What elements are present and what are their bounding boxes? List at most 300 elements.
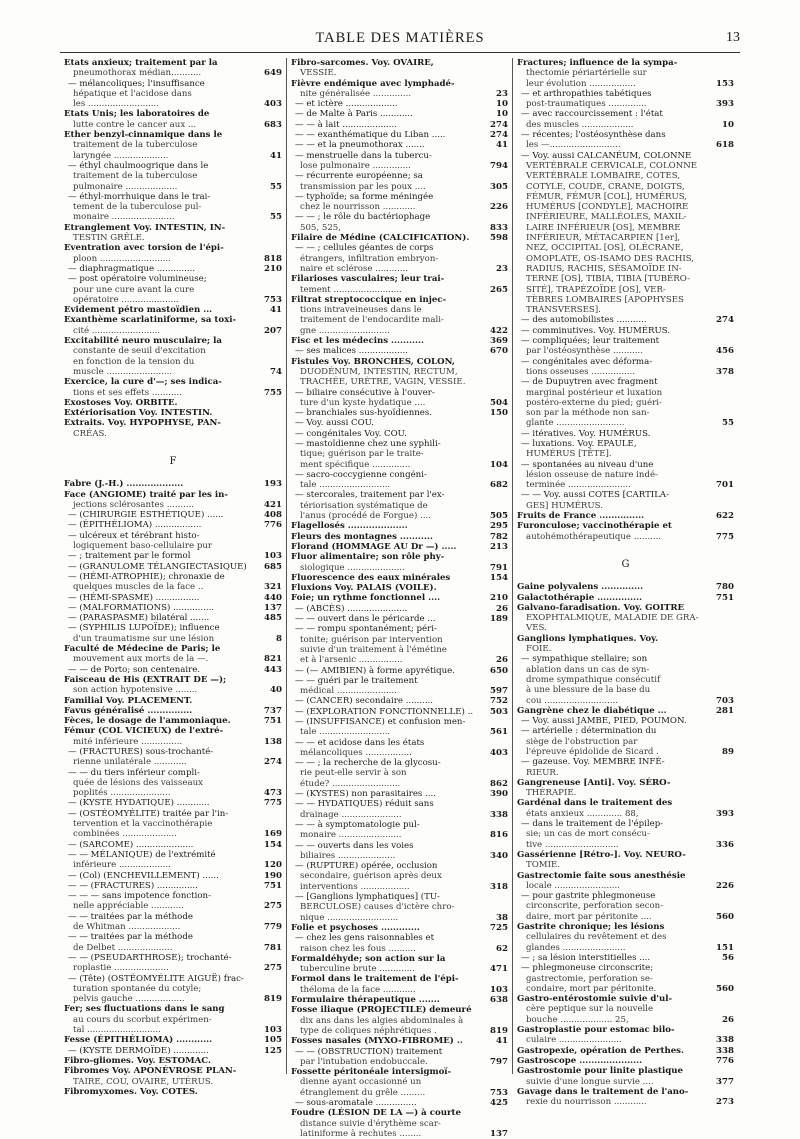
entry-text: traitement de la tuberculose bbox=[73, 171, 198, 182]
entry-text: TRACHÉE, URÈTRE, VAGIN, VESSIE. bbox=[300, 377, 466, 388]
entry-text: Fluor alimentaire; son rôle phy- bbox=[291, 552, 445, 563]
entry-page-number: 685 bbox=[264, 561, 282, 572]
index-entry bbox=[291, 315, 508, 325]
entry-text: Etranglement Voy. INTESTIN, IN- bbox=[64, 222, 226, 233]
entry-text: Furonculose; vaccinothérapie et bbox=[517, 521, 672, 532]
entry-page-number: 274 bbox=[264, 757, 282, 768]
entry-text: marginal postérieur et luxation bbox=[526, 387, 663, 398]
index-entry bbox=[64, 223, 282, 233]
index-entry bbox=[517, 418, 734, 428]
entry-page-number: 393 bbox=[716, 808, 734, 819]
index-entry bbox=[64, 510, 282, 520]
index-entry bbox=[64, 644, 282, 654]
index-entry bbox=[517, 634, 734, 644]
index-entry bbox=[517, 151, 734, 161]
index-entry bbox=[291, 346, 508, 356]
index-entry bbox=[517, 1035, 734, 1045]
entry-text: — — MÉLANIQUE) de l'extrémité bbox=[68, 849, 216, 860]
entry-page-number: 755 bbox=[264, 387, 282, 398]
index-entry bbox=[64, 932, 282, 942]
index-entry bbox=[64, 572, 282, 582]
index-entry bbox=[64, 212, 282, 222]
entry-text: circonscrite, perforation secon- bbox=[526, 901, 664, 912]
entry-page-number: 274 bbox=[490, 130, 508, 141]
entry-text: — — guéri par le traitement bbox=[295, 675, 418, 686]
index-entry bbox=[64, 768, 282, 778]
entry-text: — éthyl-morrhuique dans le trai- bbox=[68, 191, 211, 202]
entry-text: Fièvre endémique avec lymphadé- bbox=[291, 78, 455, 89]
entry-page-number: 833 bbox=[490, 222, 508, 233]
index-entry bbox=[291, 944, 508, 954]
index-entry bbox=[291, 532, 508, 542]
entry-text: — — traitées par la méthode bbox=[68, 932, 193, 943]
index-entry bbox=[291, 305, 508, 315]
entry-text: — — ouvert dans le péricarde ... bbox=[295, 614, 436, 625]
index-entry bbox=[64, 541, 282, 551]
index-entry bbox=[64, 716, 282, 726]
index-entry bbox=[291, 830, 508, 840]
entry-text: Extériorisation Voy. INTESTIN. bbox=[64, 408, 213, 419]
entry-text: — — Voy. aussi COTES [CARTILA- bbox=[521, 490, 670, 501]
entry-text: — biliaire consécutive à l'ouver- bbox=[295, 387, 435, 398]
index-entry bbox=[291, 645, 508, 655]
entry-text: tement de la tuberculose pul- bbox=[73, 202, 202, 213]
entry-text: par l'intubation endobuccale. bbox=[300, 1056, 428, 1067]
index-entry bbox=[291, 377, 508, 387]
entry-text: condaire, mort par péritonite. bbox=[526, 983, 657, 994]
index-entry bbox=[291, 542, 508, 552]
entry-text: Filtrat streptococcique en injec- bbox=[291, 294, 447, 305]
entry-text: théloma de la face ............ bbox=[300, 984, 416, 995]
index-entry bbox=[517, 398, 734, 408]
entry-text: tions intraveineuses dans le bbox=[300, 305, 422, 316]
index-entry bbox=[517, 582, 734, 592]
index-entry bbox=[64, 963, 282, 973]
entry-text: tériorisation systématique de bbox=[300, 500, 428, 511]
page-title: TABLE DES MATIÈRES bbox=[315, 30, 485, 46]
entry-text: VESSIE. bbox=[300, 68, 337, 79]
entry-page-number: 597 bbox=[490, 686, 508, 697]
entry-text: — — ouverts dans les voies bbox=[295, 840, 414, 851]
entry-page-number: 819 bbox=[264, 994, 282, 1005]
entry-page-number: 862 bbox=[490, 778, 508, 789]
page-number: 13 bbox=[726, 30, 740, 45]
index-entry bbox=[291, 871, 508, 881]
index-entry bbox=[291, 243, 508, 253]
entry-text: drome sympathique consécutif bbox=[526, 674, 661, 685]
entry-text: biliaires ..................... bbox=[300, 850, 396, 861]
index-entry bbox=[291, 614, 508, 624]
index-entry bbox=[64, 1077, 282, 1087]
index-entry bbox=[64, 1015, 282, 1025]
index-entry bbox=[64, 479, 282, 489]
entry-text: bouche ................... 25, bbox=[526, 1014, 629, 1025]
entry-text: tive ........................... bbox=[526, 839, 619, 850]
entry-text: étude? ......................... bbox=[300, 778, 401, 789]
entry-text: — Voy. aussi JAMBE, PIED, POUMON. bbox=[521, 716, 687, 727]
entry-text: Ganglions lymphatiques. Voy. bbox=[517, 633, 659, 644]
entry-page-number: 41 bbox=[496, 1036, 508, 1047]
entry-text: Gastroscope ..................... bbox=[517, 1055, 643, 1066]
index-entry bbox=[291, 171, 508, 181]
index-entry bbox=[517, 809, 734, 819]
entry-text: glandes ....................... bbox=[526, 942, 626, 953]
index-entry bbox=[517, 613, 734, 623]
index-entry bbox=[517, 747, 734, 757]
entry-text: — stercorales, traitement par l'ex- bbox=[295, 490, 445, 501]
index-entry bbox=[291, 429, 508, 439]
entry-text: les —.......................... bbox=[526, 140, 621, 151]
entry-text: sie; un cas de mort consécu- bbox=[526, 829, 650, 840]
index-entry bbox=[291, 480, 508, 490]
entry-text: Folie et psychoses ............. bbox=[291, 922, 420, 933]
index-entry bbox=[291, 79, 508, 89]
index-entry bbox=[291, 985, 508, 995]
entry-text: Gassérienne [Rétro-]. Voy. NEURO- bbox=[517, 849, 686, 860]
entry-text: Gastrectomie faite sous anesthésie bbox=[517, 870, 686, 881]
entry-page-number: 816 bbox=[490, 830, 508, 841]
entry-page-number: 8 bbox=[276, 633, 282, 644]
index-entry bbox=[64, 706, 282, 716]
index-entry bbox=[64, 243, 282, 253]
entry-text: monaire ....................... bbox=[300, 830, 402, 841]
index-entry bbox=[517, 675, 734, 685]
entry-page-number: 403 bbox=[264, 99, 282, 110]
entry-page-number: 41 bbox=[270, 305, 282, 316]
index-entry bbox=[517, 1046, 734, 1056]
index-entry bbox=[291, 964, 508, 974]
index-entry bbox=[291, 552, 508, 562]
index-entry bbox=[64, 151, 282, 161]
index-entry bbox=[64, 685, 282, 695]
entry-text: — sacro-coccygienne congéni- bbox=[295, 469, 427, 480]
entry-page-number: 120 bbox=[264, 860, 282, 871]
index-entry bbox=[517, 706, 734, 716]
index-entry bbox=[291, 624, 508, 634]
entry-text: — comminutives. Voy. HUMÉRUS. bbox=[521, 325, 671, 336]
entry-text: Gavage dans le traitement de l'ano- bbox=[517, 1086, 689, 1097]
entry-page-number: 10 bbox=[496, 99, 508, 110]
entry-text: HUMÉRUS [CONDYLE], MACHOIRE bbox=[526, 202, 689, 213]
index-entry bbox=[291, 789, 508, 799]
entry-page-number: 485 bbox=[264, 613, 282, 624]
entry-text: Flagellosés .................... bbox=[291, 521, 408, 532]
index-entry bbox=[291, 758, 508, 768]
index-entry bbox=[291, 933, 508, 943]
index-entry bbox=[517, 254, 734, 264]
index-entry bbox=[291, 99, 508, 109]
index-entry bbox=[291, 1119, 508, 1129]
entry-page-number: 422 bbox=[490, 325, 508, 336]
entry-page-number: 226 bbox=[490, 202, 508, 213]
entry-text: — — et acidose dans les états bbox=[295, 737, 425, 748]
index-entry bbox=[517, 788, 734, 798]
entry-text: — — et la pneumothorax ....... bbox=[295, 140, 425, 151]
index-entry bbox=[517, 223, 734, 233]
index-entry bbox=[517, 932, 734, 942]
index-entry bbox=[291, 1129, 508, 1139]
entry-page-number: 618 bbox=[716, 140, 734, 151]
entry-page-number: 682 bbox=[490, 480, 508, 491]
entry-page-number: 751 bbox=[264, 716, 282, 727]
index-entry bbox=[291, 954, 508, 964]
index-entry bbox=[291, 357, 508, 367]
index-entry bbox=[517, 357, 734, 367]
entry-text: — (KYSTE HYDATIQUE) ............ bbox=[68, 798, 210, 809]
entry-text: Gastrostomie pour linite plastique bbox=[517, 1066, 683, 1077]
index-entry bbox=[517, 840, 734, 850]
index-entry bbox=[291, 470, 508, 480]
index-entry bbox=[64, 79, 282, 89]
entry-text: OMOPLATE, OS-ISAMO DES RACHIS, bbox=[526, 253, 695, 264]
section-letter: F bbox=[169, 456, 177, 468]
entry-text: par l'ostéosynthèse ........... bbox=[526, 346, 644, 357]
entry-text: — (CANCER) secondaire .......... bbox=[295, 696, 434, 707]
entry-text: nelle appréciable ............ bbox=[73, 901, 184, 912]
entry-text: lésion osseuse de nature indé- bbox=[526, 469, 658, 480]
index-entry bbox=[517, 109, 734, 119]
entry-text: Gastropexie, opération de Perthes. bbox=[517, 1045, 685, 1056]
entry-page-number: 780 bbox=[716, 582, 734, 593]
index-entry bbox=[64, 285, 282, 295]
entry-text: type de coliques néphrétiques . bbox=[300, 1025, 437, 1036]
index-entry bbox=[64, 634, 282, 644]
entry-page-number: 275 bbox=[264, 901, 282, 912]
entry-page-number: 154 bbox=[264, 839, 282, 850]
entry-text: au cours du scorbut expérimen- bbox=[73, 1014, 212, 1025]
index-entry bbox=[64, 737, 282, 747]
index-entry bbox=[64, 1004, 282, 1014]
entry-text: — dans le traitement de l'épilep- bbox=[521, 819, 664, 830]
index-entry bbox=[517, 798, 734, 808]
entry-text: Fluorescence des eaux minérales bbox=[291, 572, 451, 583]
entry-text: distance suivie d'érythème scar- bbox=[300, 1118, 441, 1129]
index-column-1 bbox=[60, 58, 286, 1097]
entry-text: locale ........................ bbox=[526, 880, 620, 891]
entry-text: Faculté de Médecine de Paris; le bbox=[64, 644, 221, 655]
entry-page-number: 103 bbox=[264, 1025, 282, 1036]
entry-page-number: 338 bbox=[716, 1035, 734, 1046]
index-entry bbox=[291, 511, 508, 521]
entry-page-number: 776 bbox=[264, 520, 282, 531]
entry-page-number: 193 bbox=[264, 479, 282, 490]
index-entry bbox=[517, 120, 734, 130]
entry-text: Filaire de Médine (CALCIFICATION). bbox=[291, 233, 470, 244]
index-entry bbox=[291, 295, 508, 305]
entry-text: — spontanées au niveau d'une bbox=[521, 459, 654, 470]
entry-page-number: 104 bbox=[490, 459, 508, 470]
entry-text: Ether benzyl-cinnamique dans le bbox=[64, 130, 223, 141]
entry-page-number: 505 bbox=[490, 511, 508, 522]
entry-text: l'anus (procédé de Forgue) .... bbox=[300, 511, 432, 522]
entry-text: turation spontanée du cotyle; bbox=[73, 983, 202, 994]
index-entry bbox=[291, 1036, 508, 1046]
index-entry bbox=[291, 151, 508, 161]
entry-page-number: 89 bbox=[722, 747, 734, 757]
entry-text: Familial Voy. PLACEMENT. bbox=[64, 695, 193, 706]
entry-text: — menstruelle dans la tubercu- bbox=[295, 150, 432, 161]
index-entry bbox=[291, 635, 508, 645]
entry-text: Fèces, le dosage de l'ammoniaque. bbox=[64, 716, 231, 727]
index-entry bbox=[64, 520, 282, 530]
entry-page-number: 408 bbox=[264, 510, 282, 521]
entry-text: — (EXPLORATION FONCTIONNELLE) .. bbox=[295, 706, 474, 717]
entry-text: — mastoïdienne chez une syphili- bbox=[295, 438, 441, 449]
index-entry bbox=[517, 778, 734, 788]
entry-text: constante de seuil d'excitation bbox=[73, 346, 206, 357]
index-entry bbox=[64, 295, 282, 305]
index-entry bbox=[64, 171, 282, 181]
index-entry bbox=[291, 418, 508, 428]
entry-text: son action hypotensive ........ bbox=[73, 685, 198, 696]
entry-text: Face (ANGIOME) traité par les in- bbox=[64, 489, 228, 500]
entry-text: — (KYSTES) non parasitaires .... bbox=[295, 789, 436, 800]
index-column-3 bbox=[512, 58, 738, 1108]
index-entry bbox=[291, 583, 508, 593]
entry-text: Faisceau de His (EXTRAIT DE —); bbox=[64, 674, 227, 685]
index-entry bbox=[517, 716, 734, 726]
entry-text: NEZ, OCCIPITAL [OS], OLÉCRANE, bbox=[526, 243, 684, 254]
entry-text: — congénitales avec déforma- bbox=[521, 356, 653, 367]
entry-text: — artérielle : détermination du bbox=[521, 726, 657, 737]
index-entry bbox=[64, 1035, 282, 1045]
entry-text: traitement de la tuberculose bbox=[73, 140, 198, 151]
entry-text: — et ictère ................... bbox=[295, 99, 398, 110]
entry-page-number: 456 bbox=[716, 346, 734, 357]
index-entry bbox=[291, 336, 508, 346]
index-entry bbox=[64, 202, 282, 212]
entry-text: siège de l'obstruction par bbox=[526, 736, 638, 747]
entry-text: terminée ....................... bbox=[526, 480, 631, 491]
entry-text: — — (PSEUDARTHROSE); trochanté- bbox=[68, 952, 232, 963]
entry-text: Gastro-entérostomie suivie d'ul- bbox=[517, 994, 673, 1005]
entry-text: — et arthropathies tabétiques bbox=[521, 88, 652, 99]
index-entry bbox=[64, 120, 282, 130]
entry-text: — compliquées; leur traitement bbox=[521, 336, 660, 347]
entry-page-number: 274 bbox=[490, 119, 508, 130]
entry-page-number: 103 bbox=[264, 551, 282, 562]
index-entry bbox=[517, 757, 734, 767]
entry-page-number: 622 bbox=[716, 511, 734, 522]
index-entry bbox=[291, 521, 508, 531]
entry-page-number: 598 bbox=[490, 233, 508, 244]
entry-text: drainage ...................... bbox=[300, 809, 402, 820]
entry-text: — (PARASPASME) bilatéral ....... bbox=[68, 613, 210, 624]
entry-page-number: 213 bbox=[490, 541, 508, 552]
entry-page-number: 40 bbox=[270, 685, 282, 696]
entry-page-number: 10 bbox=[496, 109, 508, 120]
entry-text: lose pulmonaire .............. bbox=[300, 160, 411, 171]
entry-page-number: 210 bbox=[264, 263, 282, 274]
entry-text: — — exanthématique du Liban ..... bbox=[295, 130, 446, 141]
index-entry bbox=[517, 377, 734, 387]
index-entry bbox=[64, 562, 282, 572]
index-entry bbox=[291, 604, 508, 614]
entry-page-number: 638 bbox=[490, 995, 508, 1006]
entry-page-number: 154 bbox=[490, 572, 508, 583]
entry-text: BERCULOSE) causes d'ictère chro- bbox=[300, 902, 455, 913]
entry-text: combinées .................... bbox=[73, 829, 177, 840]
entry-text: pneumothorax médian........... bbox=[73, 68, 202, 79]
entry-text: glante ......................... bbox=[526, 418, 625, 429]
index-entry bbox=[517, 768, 734, 778]
index-entry bbox=[64, 89, 282, 99]
entry-page-number: 41 bbox=[270, 150, 282, 161]
entry-text: FOIE. bbox=[526, 644, 552, 655]
index-entry bbox=[517, 994, 734, 1004]
entry-page-number: 421 bbox=[264, 499, 282, 510]
index-entry bbox=[517, 737, 734, 747]
entry-text: Galvano-faradisation. Voy. GOITRE bbox=[517, 602, 685, 613]
index-entry bbox=[64, 305, 282, 315]
index-entry bbox=[291, 593, 508, 603]
entry-text: en fonction de la tension du bbox=[73, 356, 195, 367]
entry-text: des muscles ................... bbox=[526, 119, 634, 130]
entry-text: — — (OBSTRUCTION) traitement bbox=[295, 1046, 443, 1057]
entry-page-number: 377 bbox=[716, 1076, 734, 1087]
entry-text: VERTÉBRALE CERVICALE, COLONNE bbox=[526, 160, 698, 171]
index-entry bbox=[291, 892, 508, 902]
index-entry bbox=[64, 881, 282, 891]
index-entry bbox=[64, 367, 282, 377]
index-entry bbox=[291, 1067, 508, 1077]
entry-text: — itératives. Voy. HUMÉRUS. bbox=[521, 428, 651, 439]
entry-text: — (GRANULOME TÉLANGIECTASIQUE) bbox=[68, 561, 247, 572]
index-entry bbox=[291, 748, 508, 758]
index-entry bbox=[291, 254, 508, 264]
index-entry bbox=[291, 1088, 508, 1098]
index-entry bbox=[517, 901, 734, 911]
index-entry bbox=[64, 500, 282, 510]
entry-text: TERNE [OS], TIBIA, TIBIA [TUBÉRO- bbox=[526, 274, 691, 285]
entry-text: CRÉAS. bbox=[73, 428, 107, 439]
index-entry bbox=[517, 408, 734, 418]
index-entry bbox=[64, 254, 282, 264]
index-entry bbox=[64, 140, 282, 150]
entry-page-number: 775 bbox=[264, 798, 282, 809]
entry-text: mouvement aux morts de la —. bbox=[73, 654, 209, 665]
index-entry bbox=[64, 798, 282, 808]
entry-text: VERTÉBRALE LOMBAIRE, COTES, bbox=[526, 171, 681, 182]
entry-page-number: 274 bbox=[716, 315, 734, 326]
index-entry bbox=[64, 418, 282, 428]
entry-text: — (INSUFFISANCE) et confusion men- bbox=[295, 717, 466, 727]
index-entry bbox=[517, 274, 734, 284]
entry-text: jections sclérosantes .......... bbox=[73, 499, 195, 510]
entry-text: Fractures; influence de la sympa- bbox=[517, 58, 678, 68]
entry-text: — pour gastrite phlegmoneuse bbox=[521, 891, 656, 902]
entry-text: — chez les gens raisonnables et bbox=[295, 933, 435, 944]
entry-page-number: 751 bbox=[264, 880, 282, 891]
entry-text: TOMIE. bbox=[526, 860, 560, 871]
index-entry bbox=[517, 346, 734, 356]
entry-text: Foudre (LÉSION DE LA —) à courte bbox=[291, 1108, 461, 1119]
index-entry bbox=[291, 995, 508, 1005]
index-entry bbox=[517, 192, 734, 202]
entry-text: lutte contre le cancer aux ... bbox=[73, 119, 197, 130]
index-entry bbox=[291, 460, 508, 470]
index-entry bbox=[517, 819, 734, 829]
entry-text: muscle ........................ bbox=[73, 366, 173, 377]
entry-page-number: 281 bbox=[716, 705, 734, 716]
entry-text: Gastroplastie pour estomac bilo- bbox=[517, 1025, 675, 1036]
entry-text: Filarioses vasculaires; leur trai- bbox=[291, 274, 445, 285]
entry-text: Fibro-sarcomes. Voy. OVAIRE, bbox=[291, 58, 434, 68]
entry-page-number: 38 bbox=[496, 912, 508, 923]
index-entry bbox=[517, 470, 734, 480]
entry-text: tale .......................... bbox=[300, 727, 391, 738]
index-entry bbox=[64, 953, 282, 963]
